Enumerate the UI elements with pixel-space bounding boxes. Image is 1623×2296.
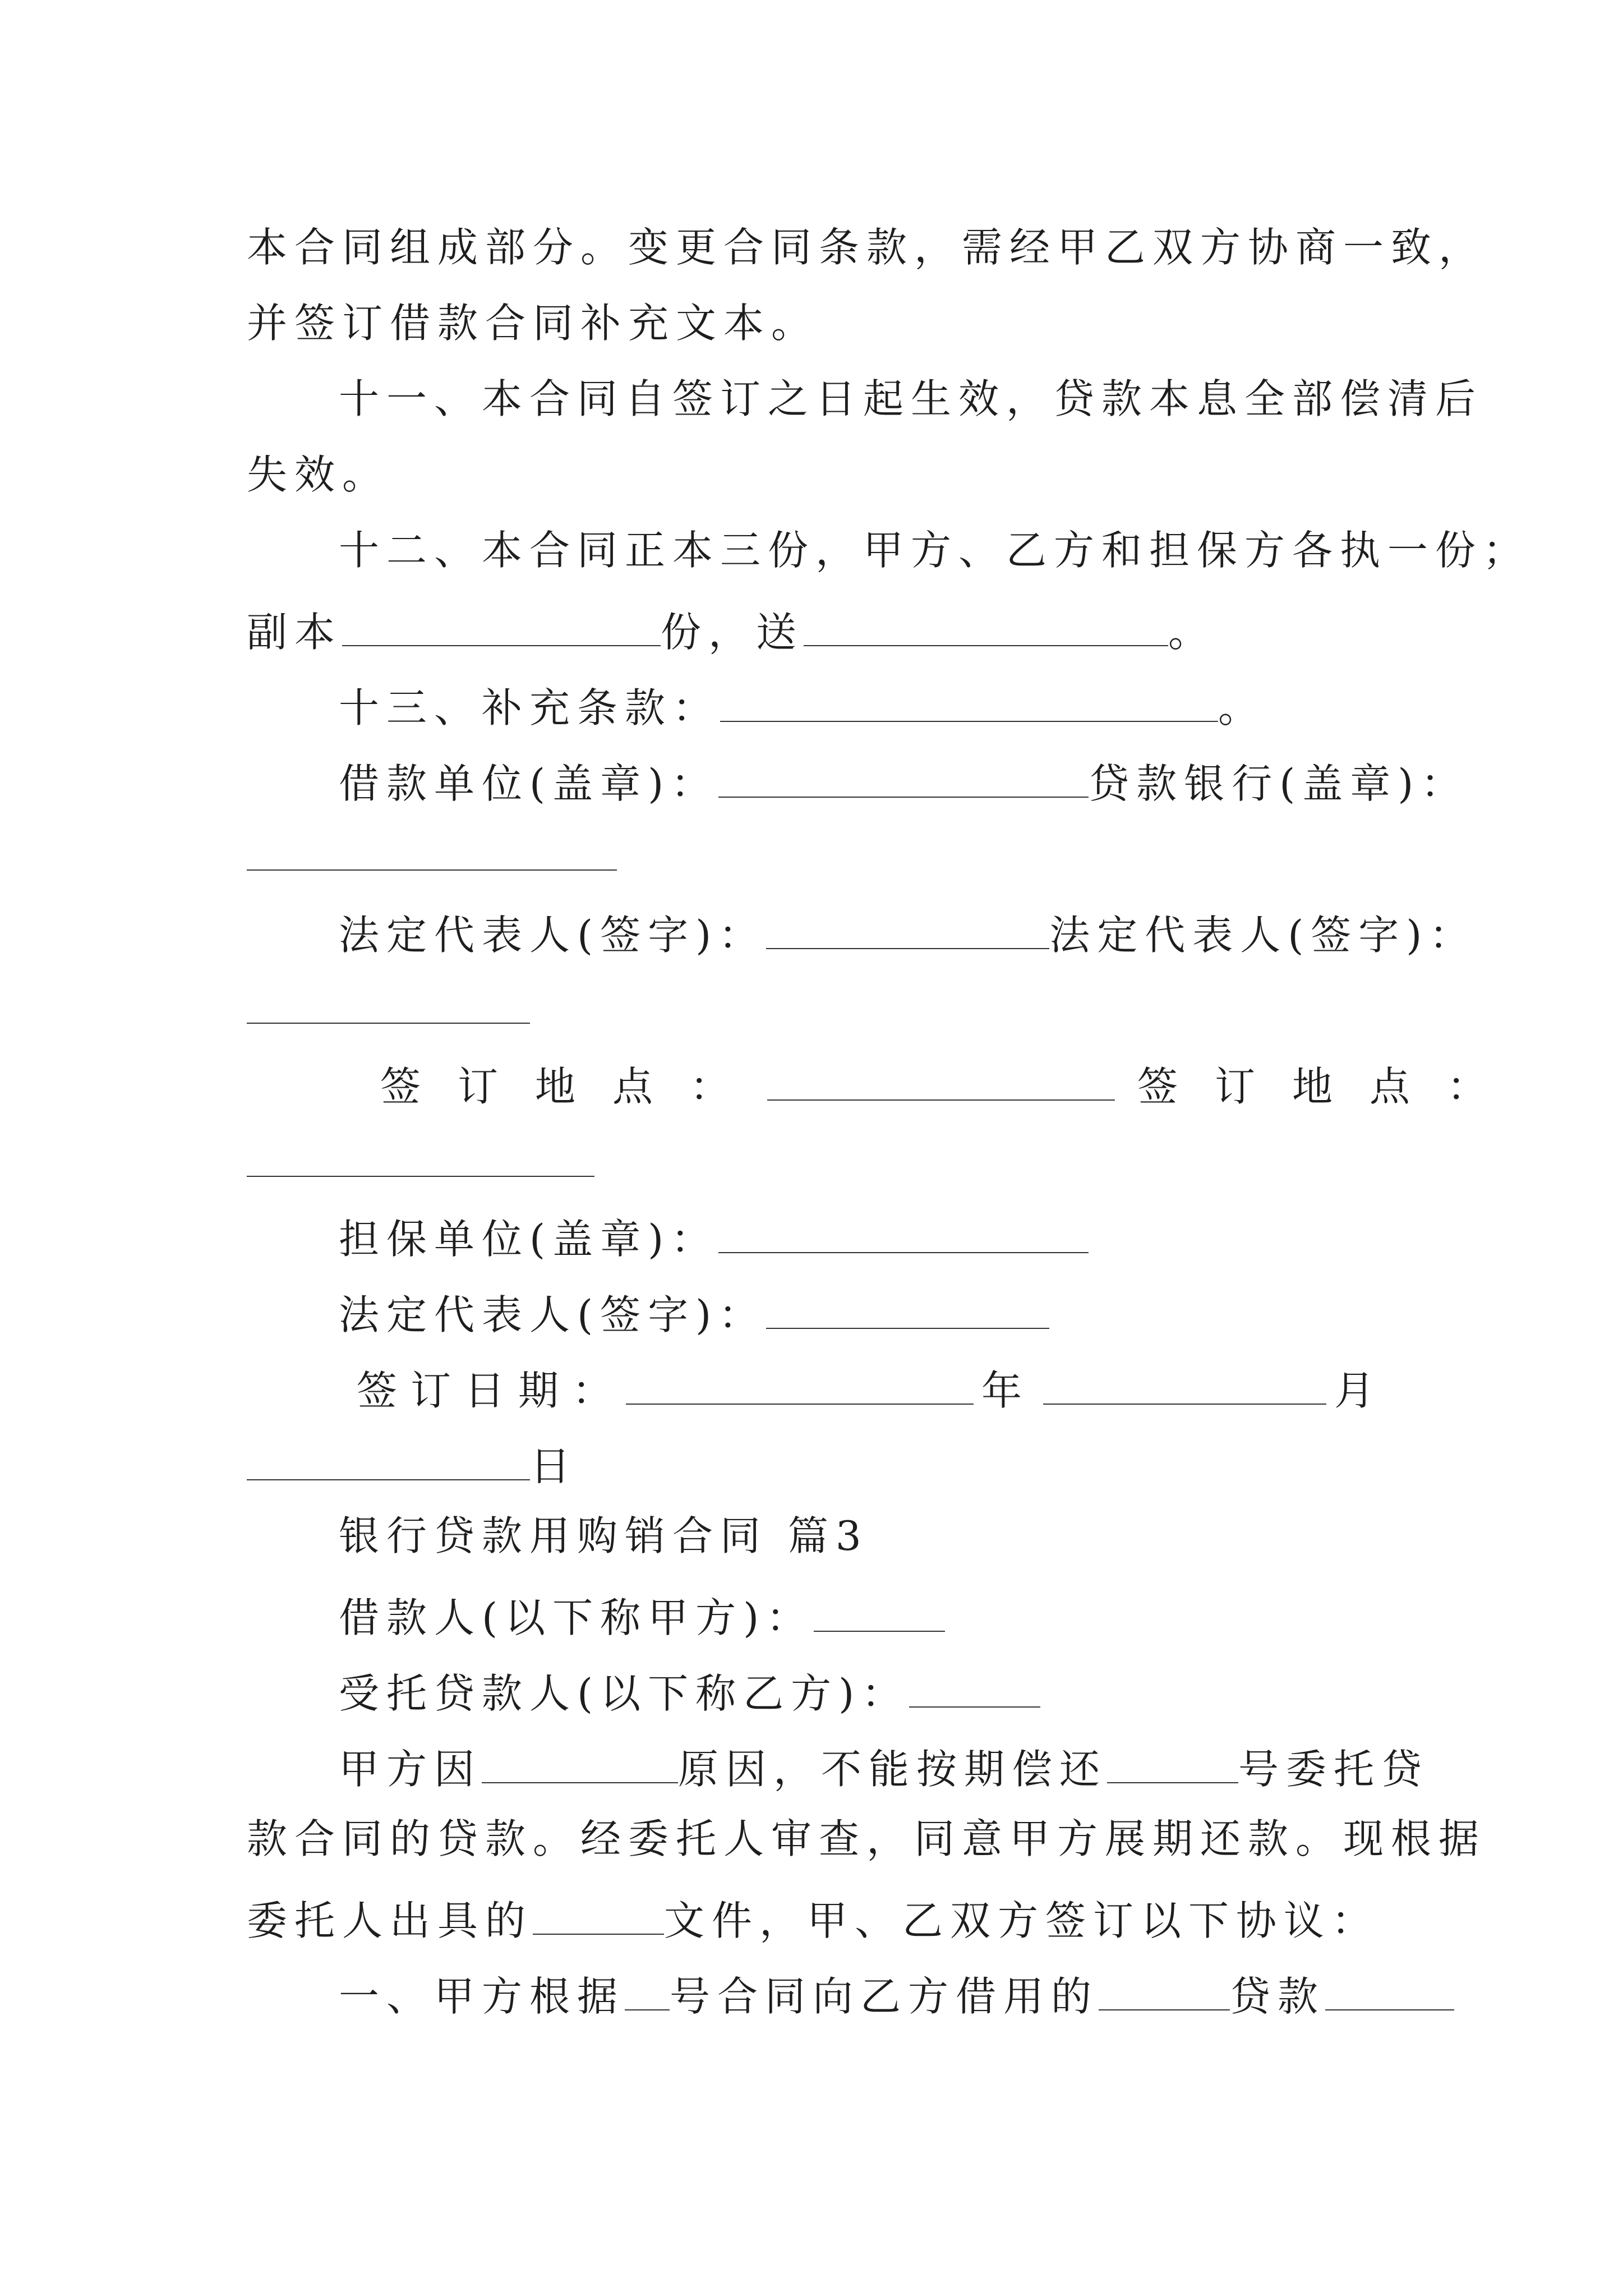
clause-13-line: 十三、补充条款： 。	[339, 682, 1266, 728]
legal-rep-line	[339, 909, 1477, 959]
copies-send-label: 份，送	[661, 609, 804, 656]
guarantor-seal-blank	[718, 1213, 1089, 1253]
signing-place-label: 签订地点：	[380, 1063, 768, 1110]
borrower-seal-label: 借款单位(盖章)：	[339, 760, 719, 807]
reason-label: 甲方因	[339, 1746, 482, 1793]
signing-place-label-2: 签订地点：	[1137, 1063, 1525, 1110]
signing-place-blank-2	[247, 1176, 594, 1177]
guarantor-rep-line	[339, 1289, 1049, 1338]
clause-12-line: 十二、本合同正本三份，甲方、乙方和担保方各执一份；	[339, 527, 1531, 574]
signing-date-label: 签订日期：	[357, 1367, 626, 1414]
guarantor-seal-label: 担保单位(盖章)：	[339, 1216, 719, 1263]
borrower-label: 借款人(以下称甲方)：	[339, 1594, 814, 1641]
month-label: 月	[1334, 1367, 1389, 1414]
borrower-seal-line	[339, 757, 1469, 807]
paragraph-line: 失效。	[247, 451, 390, 498]
loan-amount-blank	[1325, 1970, 1454, 2010]
contract-number-blank	[1107, 1743, 1238, 1783]
date-year-blank	[626, 1364, 974, 1405]
borrower-blank	[814, 1591, 945, 1632]
legal-rep-label: 法定代表人(签字)：	[339, 912, 767, 959]
paragraph-line: 本合同组成部分。变更合同条款，需经甲乙双方协商一致，	[247, 224, 1487, 271]
loan-type-blank	[1099, 1970, 1230, 2010]
trustee-lender-line	[339, 1667, 1040, 1717]
supplementary-terms-blank	[720, 682, 1218, 722]
legal-rep-blank	[766, 909, 1049, 949]
signing-place-line	[380, 1060, 1525, 1110]
guarantor-rep-label: 法定代表人(签字)：	[339, 1291, 767, 1338]
repay-label: 原因，不能按期偿还	[678, 1746, 1108, 1793]
contract-no-blank	[625, 1970, 670, 2010]
date-day-blank	[247, 1440, 530, 1480]
trustee-lender-blank	[909, 1667, 1040, 1708]
document-blank	[533, 1894, 664, 1935]
guarantor-seal-line	[339, 1213, 1089, 1263]
trustee-lender-label: 受托贷款人(以下称乙方)：	[339, 1670, 910, 1717]
copies-recipient-blank	[804, 606, 1168, 646]
legal-rep-label-2: 法定代表人(签字)：	[1049, 912, 1477, 959]
section-heading: 银行贷款用购销合同 篇3	[339, 1512, 869, 1559]
borrower-line	[339, 1591, 945, 1641]
clause-11-line: 十一、本合同自签订之日起生效，贷款本息全部偿清后	[339, 375, 1483, 422]
document-line: 委托人出具的 文件，甲、乙双方签订以下协议：	[247, 1894, 1379, 1941]
signing-place-blank	[767, 1060, 1115, 1101]
borrower-seal-blank	[718, 757, 1089, 798]
date-month-blank	[1043, 1364, 1326, 1405]
copies-line: 副本 份，送 。	[247, 606, 1216, 652]
article-1-line: 一、甲方根据 号合同向乙方借用的 贷款	[339, 1970, 1454, 2017]
copies-label: 副本	[247, 609, 343, 656]
guarantor-rep-blank	[766, 1289, 1049, 1329]
copies-count-blank	[342, 606, 661, 646]
reason-blank	[482, 1743, 678, 1783]
year-label: 年	[981, 1367, 1036, 1414]
supplementary-terms-label: 十三、补充条款：	[339, 684, 721, 731]
signing-day-line	[247, 1440, 578, 1490]
bank-seal-blank	[247, 869, 617, 871]
signing-date-line	[357, 1364, 1389, 1414]
day-label: 日	[530, 1443, 578, 1490]
paragraph-line: 款合同的贷款。经委托人审查，同意甲方展期还款。现根据	[247, 1815, 1487, 1862]
reason-line: 甲方因 原因，不能按期偿还 号委托贷	[339, 1743, 1429, 1789]
paragraph-line: 并签订借款合同补充文本。	[247, 300, 819, 347]
bank-seal-label: 贷款银行(盖章)：	[1089, 760, 1469, 807]
legal-rep-blank-2	[247, 1023, 530, 1024]
